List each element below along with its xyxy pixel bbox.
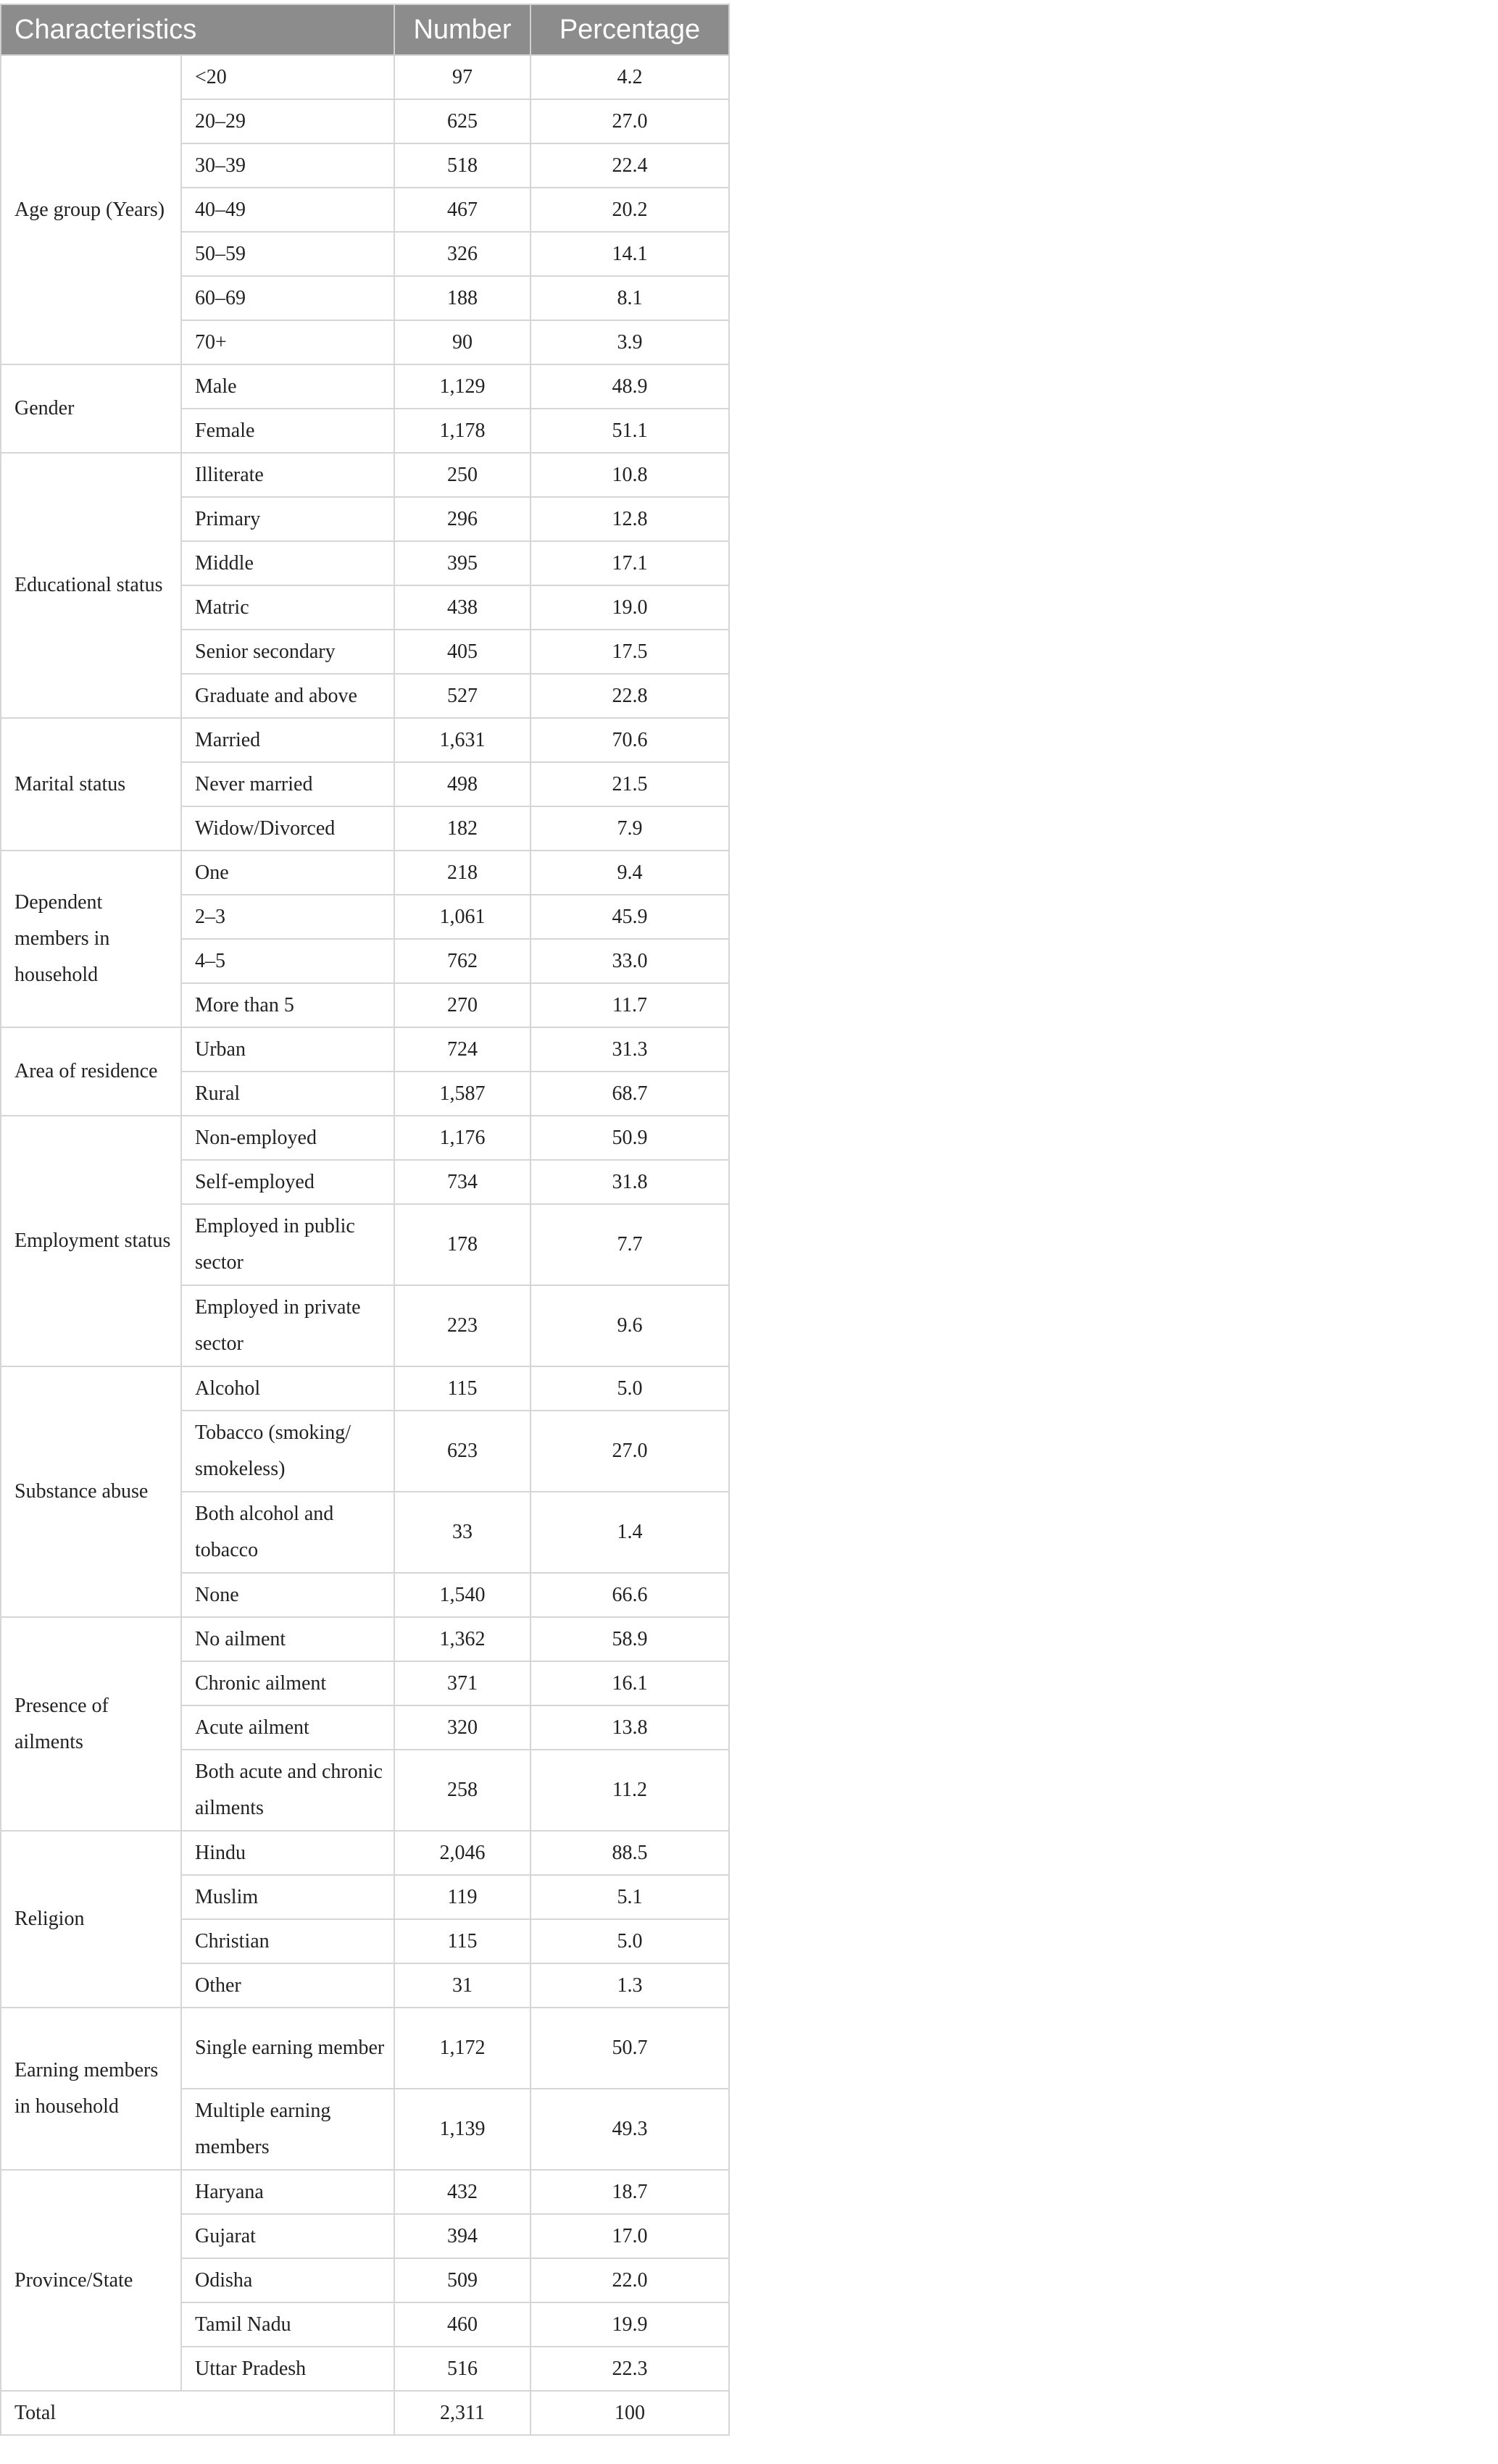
number-cell: 270 bbox=[394, 983, 530, 1027]
percentage-cell: 50.7 bbox=[530, 2008, 729, 2089]
number-cell: 115 bbox=[394, 1366, 530, 1411]
table-row bbox=[1, 453, 729, 497]
header-characteristics: Characteristics bbox=[1, 4, 394, 55]
percentage-cell: 22.3 bbox=[530, 2347, 729, 2391]
subcategory-cell: 60–69 bbox=[181, 276, 394, 320]
number-cell: 31 bbox=[394, 1963, 530, 2008]
subcategory-cell: Primary bbox=[181, 497, 394, 541]
subcategory-cell: Non-employed bbox=[181, 1116, 394, 1160]
number-cell: 218 bbox=[394, 851, 530, 895]
number-cell: 1,362 bbox=[394, 1617, 530, 1661]
subcategory-cell: Other bbox=[181, 1963, 394, 2008]
percentage-cell: 27.0 bbox=[530, 1411, 729, 1492]
subcategory-cell: Gujarat bbox=[181, 2214, 394, 2258]
total-label: Total bbox=[1, 2391, 394, 2435]
percentage-cell: 5.0 bbox=[530, 1919, 729, 1963]
subcategory-cell: Senior secondary bbox=[181, 630, 394, 674]
category-cell: Presence of ailments bbox=[1, 1617, 181, 1831]
subcategory-cell: 20–29 bbox=[181, 99, 394, 143]
category-cell: Marital status bbox=[1, 718, 181, 851]
subcategory-cell: Employed in public sector bbox=[181, 1204, 394, 1285]
subcategory-cell: 70+ bbox=[181, 320, 394, 364]
percentage-cell: 14.1 bbox=[530, 232, 729, 276]
subcategory-cell: 30–39 bbox=[181, 143, 394, 188]
percentage-cell: 31.8 bbox=[530, 1160, 729, 1204]
table-row bbox=[1, 1027, 729, 1072]
number-cell: 1,178 bbox=[394, 409, 530, 453]
number-cell: 623 bbox=[394, 1411, 530, 1492]
percentage-cell: 3.9 bbox=[530, 320, 729, 364]
number-cell: 115 bbox=[394, 1919, 530, 1963]
number-cell: 625 bbox=[394, 99, 530, 143]
subcategory-cell: One bbox=[181, 851, 394, 895]
percentage-cell: 31.3 bbox=[530, 1027, 729, 1072]
number-cell: 97 bbox=[394, 55, 530, 99]
number-cell: 258 bbox=[394, 1750, 530, 1831]
percentage-cell: 51.1 bbox=[530, 409, 729, 453]
percentage-cell: 20.2 bbox=[530, 188, 729, 232]
percentage-cell: 19.9 bbox=[530, 2302, 729, 2347]
number-cell: 1,587 bbox=[394, 1072, 530, 1116]
table-row bbox=[1, 2008, 729, 2089]
subcategory-cell: Urban bbox=[181, 1027, 394, 1072]
percentage-cell: 17.5 bbox=[530, 630, 729, 674]
number-cell: 2,046 bbox=[394, 1831, 530, 1875]
number-cell: 326 bbox=[394, 232, 530, 276]
number-cell: 498 bbox=[394, 762, 530, 806]
subcategory-cell: Tamil Nadu bbox=[181, 2302, 394, 2347]
percentage-cell: 22.0 bbox=[530, 2258, 729, 2302]
subcategory-cell: Haryana bbox=[181, 2170, 394, 2214]
number-cell: 762 bbox=[394, 939, 530, 983]
percentage-cell: 8.1 bbox=[530, 276, 729, 320]
percentage-cell: 17.1 bbox=[530, 541, 729, 585]
category-cell: Earning members in household bbox=[1, 2008, 181, 2170]
header-row bbox=[1, 4, 729, 55]
number-cell: 250 bbox=[394, 453, 530, 497]
subcategory-cell: Never married bbox=[181, 762, 394, 806]
subcategory-cell: Self-employed bbox=[181, 1160, 394, 1204]
subcategory-cell: Widow/Divorced bbox=[181, 806, 394, 851]
percentage-cell: 9.6 bbox=[530, 1285, 729, 1366]
category-cell: Age group (Years) bbox=[1, 55, 181, 364]
category-cell: Substance abuse bbox=[1, 1366, 181, 1617]
percentage-cell: 88.5 bbox=[530, 1831, 729, 1875]
subcategory-cell: Female bbox=[181, 409, 394, 453]
percentage-cell: 50.9 bbox=[530, 1116, 729, 1160]
total-row bbox=[1, 2391, 729, 2435]
number-cell: 188 bbox=[394, 276, 530, 320]
percentage-cell: 45.9 bbox=[530, 895, 729, 939]
subcategory-cell: 2–3 bbox=[181, 895, 394, 939]
number-cell: 371 bbox=[394, 1661, 530, 1705]
subcategory-cell: Single earning member bbox=[181, 2008, 394, 2089]
total-percentage: 100 bbox=[530, 2391, 729, 2435]
category-cell: Employment status bbox=[1, 1116, 181, 1366]
table-row bbox=[1, 718, 729, 762]
number-cell: 516 bbox=[394, 2347, 530, 2391]
number-cell: 320 bbox=[394, 1705, 530, 1750]
category-cell: Religion bbox=[1, 1831, 181, 2008]
number-cell: 395 bbox=[394, 541, 530, 585]
number-cell: 1,172 bbox=[394, 2008, 530, 2089]
subcategory-cell: Tobacco (smoking/ smokeless) bbox=[181, 1411, 394, 1492]
percentage-cell: 21.5 bbox=[530, 762, 729, 806]
subcategory-cell: Both alcohol and tobacco bbox=[181, 1492, 394, 1573]
percentage-cell: 27.0 bbox=[530, 99, 729, 143]
category-cell: Educational status bbox=[1, 453, 181, 718]
subcategory-cell: Uttar Pradesh bbox=[181, 2347, 394, 2391]
subcategory-cell: Odisha bbox=[181, 2258, 394, 2302]
percentage-cell: 68.7 bbox=[530, 1072, 729, 1116]
percentage-cell: 9.4 bbox=[530, 851, 729, 895]
percentage-cell: 5.1 bbox=[530, 1875, 729, 1919]
category-cell: Dependent members in household bbox=[1, 851, 181, 1027]
number-cell: 1,631 bbox=[394, 718, 530, 762]
number-cell: 178 bbox=[394, 1204, 530, 1285]
subcategory-cell: Illiterate bbox=[181, 453, 394, 497]
number-cell: 527 bbox=[394, 674, 530, 718]
characteristics-table bbox=[0, 4, 730, 2436]
subcategory-cell: 50–59 bbox=[181, 232, 394, 276]
number-cell: 182 bbox=[394, 806, 530, 851]
category-cell: Province/State bbox=[1, 2170, 181, 2391]
subcategory-cell: Acute ailment bbox=[181, 1705, 394, 1750]
number-cell: 1,540 bbox=[394, 1573, 530, 1617]
table-row bbox=[1, 1617, 729, 1661]
subcategory-cell: Rural bbox=[181, 1072, 394, 1116]
number-cell: 405 bbox=[394, 630, 530, 674]
number-cell: 1,061 bbox=[394, 895, 530, 939]
subcategory-cell: Married bbox=[181, 718, 394, 762]
subcategory-cell: Hindu bbox=[181, 1831, 394, 1875]
number-cell: 90 bbox=[394, 320, 530, 364]
subcategory-cell: Middle bbox=[181, 541, 394, 585]
number-cell: 734 bbox=[394, 1160, 530, 1204]
table-row bbox=[1, 55, 729, 99]
subcategory-cell: None bbox=[181, 1573, 394, 1617]
percentage-cell: 66.6 bbox=[530, 1573, 729, 1617]
percentage-cell: 7.7 bbox=[530, 1204, 729, 1285]
percentage-cell: 13.8 bbox=[530, 1705, 729, 1750]
subcategory-cell: More than 5 bbox=[181, 983, 394, 1027]
percentage-cell: 48.9 bbox=[530, 364, 729, 409]
table-body bbox=[1, 55, 729, 2435]
total-number: 2,311 bbox=[394, 2391, 530, 2435]
percentage-cell: 49.3 bbox=[530, 2089, 729, 2170]
subcategory-cell: 4–5 bbox=[181, 939, 394, 983]
subcategory-cell: Graduate and above bbox=[181, 674, 394, 718]
number-cell: 1,139 bbox=[394, 2089, 530, 2170]
category-cell: Area of residence bbox=[1, 1027, 181, 1116]
subcategory-cell: Male bbox=[181, 364, 394, 409]
number-cell: 724 bbox=[394, 1027, 530, 1072]
table-row bbox=[1, 364, 729, 409]
number-cell: 467 bbox=[394, 188, 530, 232]
number-cell: 1,176 bbox=[394, 1116, 530, 1160]
percentage-cell: 22.8 bbox=[530, 674, 729, 718]
number-cell: 1,129 bbox=[394, 364, 530, 409]
subcategory-cell: Muslim bbox=[181, 1875, 394, 1919]
subcategory-cell: 40–49 bbox=[181, 188, 394, 232]
subcategory-cell: Christian bbox=[181, 1919, 394, 1963]
subcategory-cell: Multiple earning members bbox=[181, 2089, 394, 2170]
subcategory-cell: Alcohol bbox=[181, 1366, 394, 1411]
number-cell: 119 bbox=[394, 1875, 530, 1919]
subcategory-cell: <20 bbox=[181, 55, 394, 99]
number-cell: 509 bbox=[394, 2258, 530, 2302]
number-cell: 394 bbox=[394, 2214, 530, 2258]
percentage-cell: 11.7 bbox=[530, 983, 729, 1027]
table-row bbox=[1, 1116, 729, 1160]
percentage-cell: 70.6 bbox=[530, 718, 729, 762]
table-row bbox=[1, 1831, 729, 1875]
table-row bbox=[1, 2170, 729, 2214]
table-row bbox=[1, 1366, 729, 1411]
subcategory-cell: Employed in private sector bbox=[181, 1285, 394, 1366]
percentage-cell: 19.0 bbox=[530, 585, 729, 630]
percentage-cell: 12.8 bbox=[530, 497, 729, 541]
percentage-cell: 17.0 bbox=[530, 2214, 729, 2258]
number-cell: 460 bbox=[394, 2302, 530, 2347]
percentage-cell: 22.4 bbox=[530, 143, 729, 188]
table-row bbox=[1, 851, 729, 895]
category-cell: Gender bbox=[1, 364, 181, 453]
header-percentage: Percentage bbox=[530, 4, 729, 55]
percentage-cell: 5.0 bbox=[530, 1366, 729, 1411]
subcategory-cell: Matric bbox=[181, 585, 394, 630]
number-cell: 438 bbox=[394, 585, 530, 630]
header-number: Number bbox=[394, 4, 530, 55]
subcategory-cell: Both acute and chronic ailments bbox=[181, 1750, 394, 1831]
subcategory-cell: No ailment bbox=[181, 1617, 394, 1661]
percentage-cell: 1.3 bbox=[530, 1963, 729, 2008]
percentage-cell: 33.0 bbox=[530, 939, 729, 983]
percentage-cell: 4.2 bbox=[530, 55, 729, 99]
percentage-cell: 10.8 bbox=[530, 453, 729, 497]
number-cell: 518 bbox=[394, 143, 530, 188]
percentage-cell: 18.7 bbox=[530, 2170, 729, 2214]
percentage-cell: 1.4 bbox=[530, 1492, 729, 1573]
percentage-cell: 16.1 bbox=[530, 1661, 729, 1705]
number-cell: 223 bbox=[394, 1285, 530, 1366]
percentage-cell: 58.9 bbox=[530, 1617, 729, 1661]
subcategory-cell: Chronic ailment bbox=[181, 1661, 394, 1705]
percentage-cell: 11.2 bbox=[530, 1750, 729, 1831]
number-cell: 296 bbox=[394, 497, 530, 541]
number-cell: 432 bbox=[394, 2170, 530, 2214]
number-cell: 33 bbox=[394, 1492, 530, 1573]
percentage-cell: 7.9 bbox=[530, 806, 729, 851]
